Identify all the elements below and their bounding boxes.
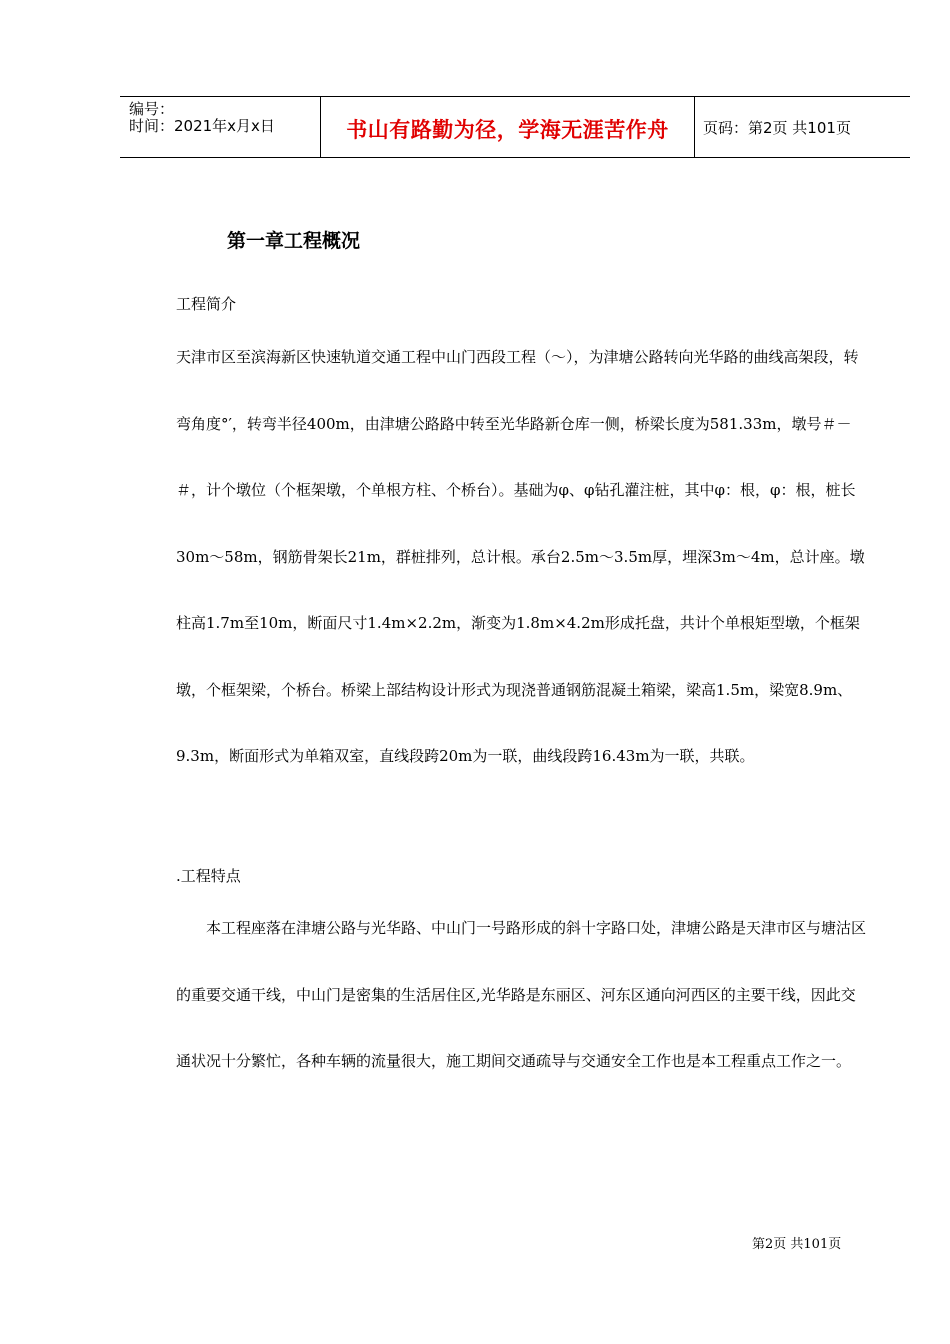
- header-motto-cell: [320, 97, 695, 157]
- header-motto: 书山有路勤为径，学海无涯苦作舟: [346, 118, 669, 142]
- section-title-overview: 工程简介: [176, 295, 237, 313]
- header-right-cell: [694, 97, 910, 157]
- document-number-label: 编号：: [129, 100, 175, 118]
- document-header: [120, 96, 910, 158]
- header-left-cell: [120, 97, 320, 157]
- page-footer: 第2页 共101页: [752, 1237, 842, 1252]
- chapter-title: 第一章工程概况: [227, 230, 361, 252]
- features-paragraph: 本工程座落在津塘公路与光华路、中山门一号路形成的斜十字路口处，津塘公路是天津市区与塘沽区的重要交通干线，中山门是密集的生活居住区,光华路是东丽区、河东区通向河西区的主要干线，因此交通状况十分繁忙，各种车辆的流量很大，施工期间交通疏导与交通安全工作也是本工程重点工作之一。: [176, 919, 867, 1070]
- document-time-label: 时间：2021年x月x日: [129, 117, 275, 135]
- overview-paragraph: 天津市区至滨海新区快速轨道交通工程中山门西段工程（～），为津塘公路转向光华路的曲线高架段，转弯角度°′，转弯半径400m，由津塘公路路中转至光华路新仓库一侧，桥梁长度为581.33m，墩号＃－＃，计个墩位（个框架墩，个单根方柱、个桥台）。基础为φ、φ钻孔灌注桩，其中φ：根，φ：根，桩长30m～58m，钢筋骨架长21m，群桩排列，总计根。承台2.5m～3.5m厚，埋深3m～4m，总计座。墩柱高1.7m至10m，断面尺寸1.4m×2.2m，渐变为1.8m×4.2m形成托盘，共计个单根矩型墩，个框架墩，个框架梁，个桥台。桥梁上部结构设计形式为现浇普通钢筋混凝土箱梁，梁高1.5m，梁宽8.9m、9.3m，断面形式为单箱双室，直线段跨20m为一联，曲线段跨16.43m为一联，共联。: [176, 348, 865, 765]
- section-title-features: .工程特点: [176, 867, 241, 885]
- header-page-number: 页码：第2页 共101页: [703, 119, 851, 137]
